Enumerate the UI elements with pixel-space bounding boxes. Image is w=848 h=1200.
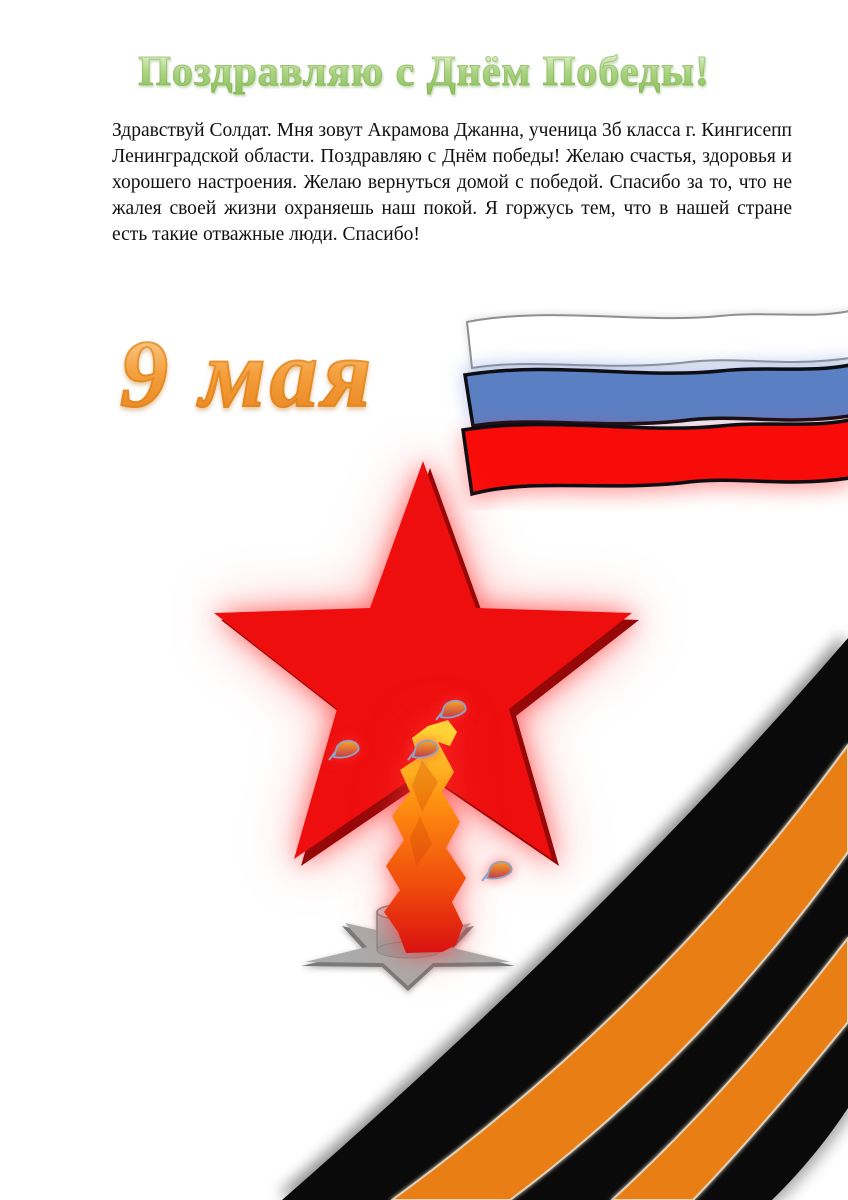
date-9-may-wordart: 9 мая	[120, 320, 376, 427]
page-title: Поздравляю с Днём Победы!	[0, 48, 848, 96]
letter-text: Здравствуй Солдат. Мня зовут Акрамова Джанна, ученица 3б класса г. Кингисепп Ленинградской области. Поздравляю с Днём победы! Желаю счастья, здоровья и хорошего настроения. Желаю вернуться домой с победой. Спасибо за то, что не жалея своей жизни охраняешь наш покой. Я горжусь тем, что в нашей стране есть такие отважные люди. Спасибо!	[112, 120, 792, 245]
